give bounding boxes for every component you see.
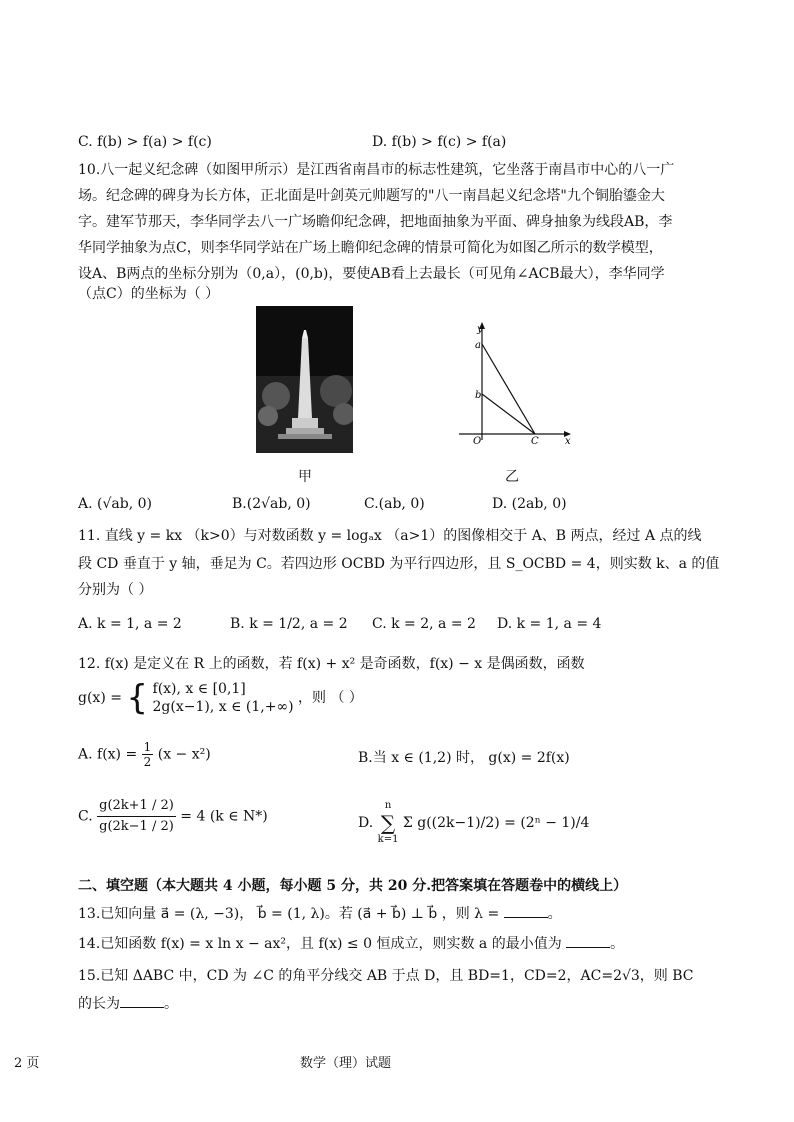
q12-line-1: 12. f(x) 是定义在 R 上的函数，若 f(x) + x² 是奇函数，f(x) − x 是偶函数，函数 — [78, 656, 585, 672]
q13-answer-blank[interactable] — [504, 905, 548, 918]
q12-case-1: f(x), x ∈ [0,1] — [152, 681, 246, 697]
graph-label-a: a — [475, 340, 481, 351]
graph-label-x: x — [565, 436, 571, 447]
q10-line-1: 10.八一起义纪念碑（如图甲所示）是江西省南昌市的标志性建筑，它坐落于南昌市中心的八一广 — [78, 162, 675, 178]
q10-option-c: C.(ab, 0) — [364, 496, 425, 512]
q12-case-2: 2g(x−1), x ∈ (1,+∞) — [152, 699, 294, 715]
q10-option-a: A. (√ab, 0) — [78, 496, 152, 512]
q12-option-c-prefix: C. — [78, 808, 93, 825]
q12-g-prefix: g(x) = — [78, 690, 122, 706]
q14-answer-blank[interactable] — [566, 935, 610, 948]
footer-title: 数学（理）试题 — [300, 1056, 392, 1071]
q11-option-d: D. k = 1, a = 4 — [497, 616, 602, 632]
q12-option-a-prefix: A. f(x) = — [78, 746, 138, 763]
q13-end: 。 — [547, 906, 562, 922]
q11-option-c: C. k = 2, a = 2 — [372, 616, 476, 632]
graph-label-o: O — [473, 436, 482, 447]
q10-option-b: B.(2√ab, 0) — [232, 496, 311, 512]
brace-icon: { — [126, 678, 149, 718]
q12-g-suffix: ，则 （ ） — [298, 690, 363, 706]
sigma-top: n — [384, 800, 392, 811]
q12-cases — [153, 680, 294, 716]
q12-option-d-body: Σ g((2k−1)/2) = (2ⁿ − 1)/4 — [402, 815, 590, 831]
q12-option-a-num: 1 — [143, 740, 152, 754]
sigma-symbol — [378, 800, 399, 846]
q14-text: 14.已知函数 f(x) = x ln x − ax²，且 f(x) ≤ 0 恒成立，则实数 a 的最小值为 — [78, 936, 567, 952]
q12-option-a-fraction — [142, 740, 154, 769]
q12-option-d-prefix: D. — [358, 815, 374, 831]
question-13 — [78, 904, 562, 924]
q10-line-4: 华同学抽象为点C，则李华同学站在广场上瞻仰纪念碑的情景可简化为如图乙所示的数学模型， — [78, 240, 663, 256]
q15-end: 。 — [164, 996, 178, 1012]
option-d-prev: D. f(b) > f(c) > f(a) — [372, 134, 507, 150]
q10-line-5: 设A、B两点的坐标分别为（0,a），(0,b)，要使AB看上去最长（可见角∠ACB最大），李华同学 — [78, 266, 665, 282]
q12-option-c-fraction — [97, 796, 176, 837]
q11-line-3: 分别为（ ） — [78, 582, 153, 598]
option-c-prev: C. f(b) > f(a) > f(c) — [78, 134, 212, 150]
q15-answer-blank[interactable] — [120, 995, 164, 1008]
q12-option-c — [78, 796, 268, 837]
q13-text: 13.已知向量 a⃗ = (λ, −3)， b⃗ = (1, λ)。若 (a⃗ + b⃗) ⊥ b⃗ ，则 λ = — [78, 906, 504, 922]
sigma-bottom: k=1 — [377, 834, 399, 845]
q14-end: 。 — [610, 936, 625, 952]
section-2-heading: 二、填空题（本大题共 4 小题，每小题 5 分，共 20 分.把答案填在答题卷中的横线上） — [78, 878, 628, 894]
q11-option-a: A. k = 1, a = 2 — [78, 616, 182, 632]
q12-piecewise — [78, 680, 363, 716]
page-number: 2 页 — [14, 1056, 40, 1071]
q10-line-6: （点C）的坐标为（ ） — [78, 286, 220, 302]
q12-option-c-suffix: = 4 (k ∈ N*) — [180, 808, 268, 825]
q11-line-2: 段 CD 垂直于 y 轴，垂足为 C。若四边形 OCBD 为平行四边形，且 S_OCBD = 4，则实数 k、a 的值 — [78, 556, 720, 572]
coordinate-diagram — [455, 320, 575, 450]
q12-option-a-suffix: (x − x²) — [157, 746, 211, 763]
monument-photo — [256, 306, 353, 453]
caption-yi: 乙 — [505, 469, 519, 485]
caption-jia: 甲 — [298, 469, 312, 485]
q12-option-a-den: 2 — [143, 755, 152, 769]
graph-label-y: y — [477, 324, 483, 335]
sigma-icon: ∑ — [380, 811, 396, 835]
graph-label-b: b — [475, 390, 482, 401]
q12-option-a — [78, 740, 211, 769]
q12-option-b: B.当 x ∈ (1,2) 时， g(x) = 2f(x) — [358, 750, 570, 766]
graph-label-c: C — [531, 436, 539, 447]
q12-option-d — [358, 800, 589, 846]
q12-option-c-bottom: g(2k−1 / 2) — [99, 819, 174, 834]
q12-option-c-top: g(2k+1 / 2) — [97, 796, 176, 817]
q15-line-1: 15.已知 ΔABC 中，CD 为 ∠C 的角平分线交 AB 于点 D，且 BD=1，CD=2，AC=2√3，则 BC — [78, 968, 694, 984]
q11-line-1: 11. 直线 y = kx （k>0）与对数函数 y = logₐx （a>1）的图像相交于 A、B 两点，经过 A 点的线 — [78, 528, 702, 544]
q10-option-d: D. (2ab, 0) — [492, 496, 567, 512]
q15-line-2-text: 的长为 — [78, 996, 120, 1012]
question-14 — [78, 934, 624, 954]
question-15-line-2 — [78, 994, 178, 1014]
q10-line-2: 场。纪念碑的碑身为长方体，正北面是叶剑英元帅题写的"八一南昌起义纪念塔"九个铜胎鎏金大 — [78, 188, 665, 204]
q10-line-3: 字。建军节那天，李华同学去八一广场瞻仰纪念碑，把地面抽象为平面、碑身抽象为线段AB，李 — [78, 214, 673, 230]
q11-option-b: B. k = 1/2, a = 2 — [230, 616, 348, 632]
